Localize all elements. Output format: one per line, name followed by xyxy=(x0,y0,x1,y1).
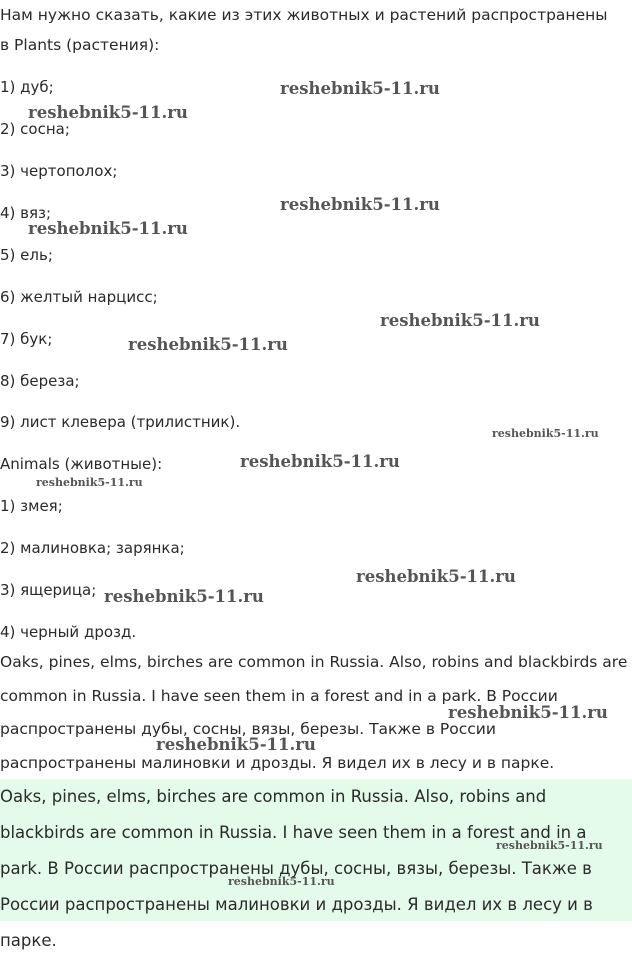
watermark: reshebnik5-11.ru xyxy=(156,735,316,754)
watermark: reshebnik5-11.ru xyxy=(128,335,288,354)
watermark: reshebnik5-11.ru xyxy=(280,195,440,214)
list-item: 5) ель; xyxy=(0,246,53,264)
watermark: reshebnik5-11.ru xyxy=(28,219,188,238)
list-item: 6) желтый нарцисс; xyxy=(0,288,158,306)
watermark: reshebnik5-11.ru xyxy=(28,103,188,122)
list-item: 7) бук; xyxy=(0,330,53,348)
watermark: reshebnik5-11.ru xyxy=(228,875,335,888)
watermark: reshebnik5-11.ru xyxy=(36,476,143,489)
list-item: 3) ящерица; xyxy=(0,581,97,599)
answer-highlighted-text: Oaks, pines, elms, birches are common in Russia. Also, robins and blackbirds are common in Russia. I have seen them in a forest and in a park. В России распространены дубы, сосны, вязы, березы. Также в России распространены малиновки и дрозды. Я видел их в лесу и в парке. xyxy=(0,787,593,950)
watermark: reshebnik5-11.ru xyxy=(280,79,440,98)
list-item: 4) вяз; xyxy=(0,204,52,222)
list-item: 2) малиновка; зарянка; xyxy=(0,539,185,557)
watermark: reshebnik5-11.ru xyxy=(240,452,400,471)
list-item: 2) сосна; xyxy=(0,120,70,138)
list-item: 9) лист клевера (трилистник). xyxy=(0,413,241,431)
answer-paragraph: Oaks, pines, elms, birches are common in Russia. Also, robins and blackbirds are common in Russia. I have seen them in a forest and in a park. В России распространены дубы, сосны, вязы, березы. Также в России распространены малиновки и дрозды. Я видел их в лесу и в парке. xyxy=(0,653,628,772)
list-item: 3) чертополох; xyxy=(0,162,118,180)
animals-heading: Animals (животные): xyxy=(0,455,163,473)
watermark: reshebnik5-11.ru xyxy=(448,703,608,722)
list-item: 1) змея; xyxy=(0,497,63,515)
list-item: 4) черный дрозд. xyxy=(0,623,137,641)
list-item: 8) береза; xyxy=(0,372,80,390)
watermark: reshebnik5-11.ru xyxy=(492,427,599,440)
intro-text: Нам нужно сказать, какие из этих животных и растений распространены в Plants (растения): xyxy=(0,6,608,54)
watermark: reshebnik5-11.ru xyxy=(104,587,264,606)
watermark: reshebnik5-11.ru xyxy=(380,311,540,330)
watermark: reshebnik5-11.ru xyxy=(496,839,603,852)
list-item: 1) дуб; xyxy=(0,78,54,96)
watermark: reshebnik5-11.ru xyxy=(356,567,516,586)
